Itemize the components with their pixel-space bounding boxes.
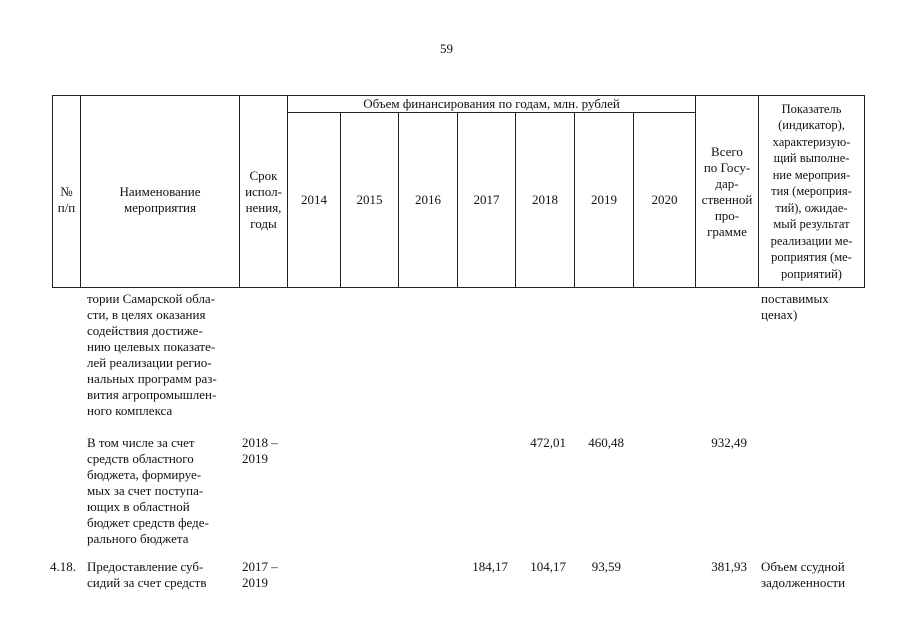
header-indicator: Показатель (индикатор), характеризую- щий выполне- ние мероприя- тия (мероприя- тий), ожидае- мый результат реализации ме- роприятия (ме- роприятий) [770,101,853,281]
header-term: Срок испол- нения, годы [245,168,282,231]
row-total: 932,49 [711,435,747,450]
header-year-2014: 2014 [301,192,327,207]
row-indicator: Объем ссудной задолженности [761,559,846,590]
header-name: Наименование мероприятия [119,184,201,215]
row-term: 2017 – 2019 [242,559,278,590]
row-value-2019: 93,59 [591,559,621,574]
row-name: В том числе за счет средств областного бюджета, формируе- мых за счет поступа- ющих в областной бюджет средств феде- рального бюджета [87,435,209,546]
row-value-2018: 472,01 [530,435,566,450]
row-value-2017: 184,17 [472,559,508,574]
row-total: 381,93 [711,559,747,574]
header-financing: Объем финансирования по годам, млн. рублей [363,96,620,111]
table-right-border [864,95,865,288]
header-bottom-border [52,287,864,288]
page-number: 59 [440,41,453,56]
row-value-2019: 460,48 [588,435,624,450]
row-num: 4.18. [50,559,76,574]
header-year-2019: 2019 [591,192,617,207]
header-year-2020: 2020 [651,192,678,207]
header-total: Всего по Госу- дар- ственной про- грамме [701,143,753,239]
header-year-2015: 2015 [356,192,383,207]
row-name: Предоставление суб- сидий за счет средств [87,559,207,590]
header-year-2018: 2018 [532,192,558,207]
header-year-2016: 2016 [415,192,441,207]
row-name: тории Самарской обла- сти, в целях оказания содействия достиже- нию целевых показате- лей реализации регио- нальных программ раз- вития агропромышлен- ного комплекса [87,291,217,418]
header-year-2017: 2017 [473,192,500,207]
row-value-2018: 104,17 [530,559,566,574]
row-indicator: поставимых ценах) [761,291,829,322]
header-num: № п/п [57,184,76,215]
row-term: 2018 – 2019 [242,435,278,466]
